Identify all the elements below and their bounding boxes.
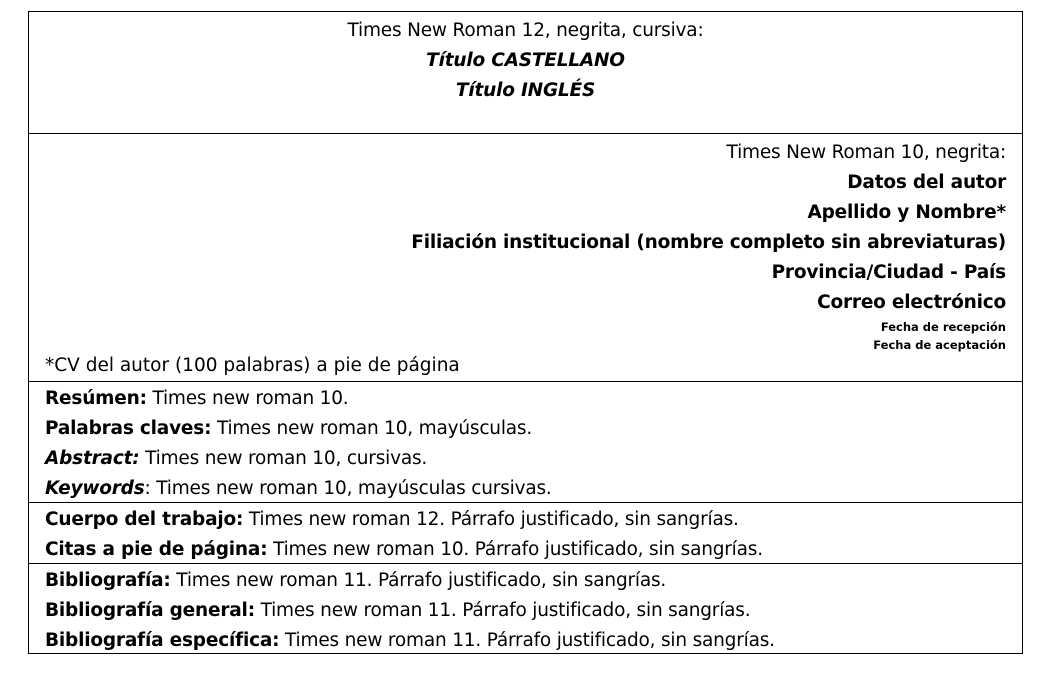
item-label: Citas a pie de página:: [45, 539, 268, 560]
author-name: Apellido y Nombre*: [807, 202, 1006, 223]
item-text: : Times new roman 10, mayúsculas cursivas.: [144, 478, 552, 499]
author-format-note: Times New Roman 10, negrita:: [726, 142, 1006, 163]
item-text: Times new roman 10.: [146, 388, 349, 409]
author-section: [29, 133, 1022, 381]
bibliography-item: [45, 566, 1006, 596]
bibliography-section: [29, 563, 1022, 653]
author-affiliation: Filiación institucional (nombre completo sin abreviaturas): [411, 232, 1006, 253]
item-text: Times new roman 10, mayúsculas.: [211, 418, 533, 439]
item-label: Keywords: [45, 478, 145, 499]
title-english: Título INGLÉS: [455, 80, 596, 101]
item-label: Bibliografía:: [45, 570, 171, 591]
item-text: Times new roman 10, cursivas.: [139, 448, 428, 469]
item-text: Times new roman 12. Párrafo justificado, sin sangrías.: [243, 509, 739, 530]
body-item: [45, 535, 1006, 565]
item-text: Times new roman 11. Párrafo justificado, sin sangrías.: [254, 600, 751, 621]
item-text: Times new roman 11. Párrafo justificado, sin sangrías.: [279, 630, 775, 651]
author-data-heading: Datos del autor: [847, 172, 1006, 193]
title-format-note: Times New Roman 12, negrita, cursiva:: [347, 20, 704, 41]
body-item: [45, 505, 1006, 535]
item-label: Bibliografía general:: [45, 600, 255, 621]
item-label: Resúmen:: [45, 388, 147, 409]
item-label: Palabras claves:: [45, 418, 212, 439]
cv-note: *CV del autor (100 palabras) a pie de página: [45, 355, 460, 376]
bibliography-item: [45, 596, 1006, 626]
item-text: Times new roman 11. Párrafo justificado, sin sangrías.: [170, 570, 667, 591]
format-table: [28, 11, 1023, 654]
author-location: Provincia/Ciudad - País: [771, 262, 1006, 283]
abstract-section: [29, 381, 1022, 502]
author-email: Correo electrónico: [817, 292, 1006, 313]
acceptance-date: Fecha de aceptación: [873, 338, 1006, 352]
item-label: Cuerpo del trabajo:: [45, 509, 244, 530]
abstract-item: [45, 384, 1006, 414]
title-spanish: Título CASTELLANO: [426, 50, 625, 71]
bibliography-item: [45, 626, 1006, 656]
item-label: Bibliografía específica:: [45, 630, 280, 651]
body-section: [29, 502, 1022, 563]
item-label: Abstract:: [45, 448, 140, 469]
item-text: Times new roman 10. Párrafo justificado, sin sangrías.: [267, 539, 763, 560]
abstract-item: [45, 474, 1006, 504]
abstract-item: [45, 444, 1006, 474]
abstract-item: [45, 414, 1006, 444]
title-section: [29, 12, 1022, 133]
reception-date: Fecha de recepción: [880, 320, 1006, 334]
